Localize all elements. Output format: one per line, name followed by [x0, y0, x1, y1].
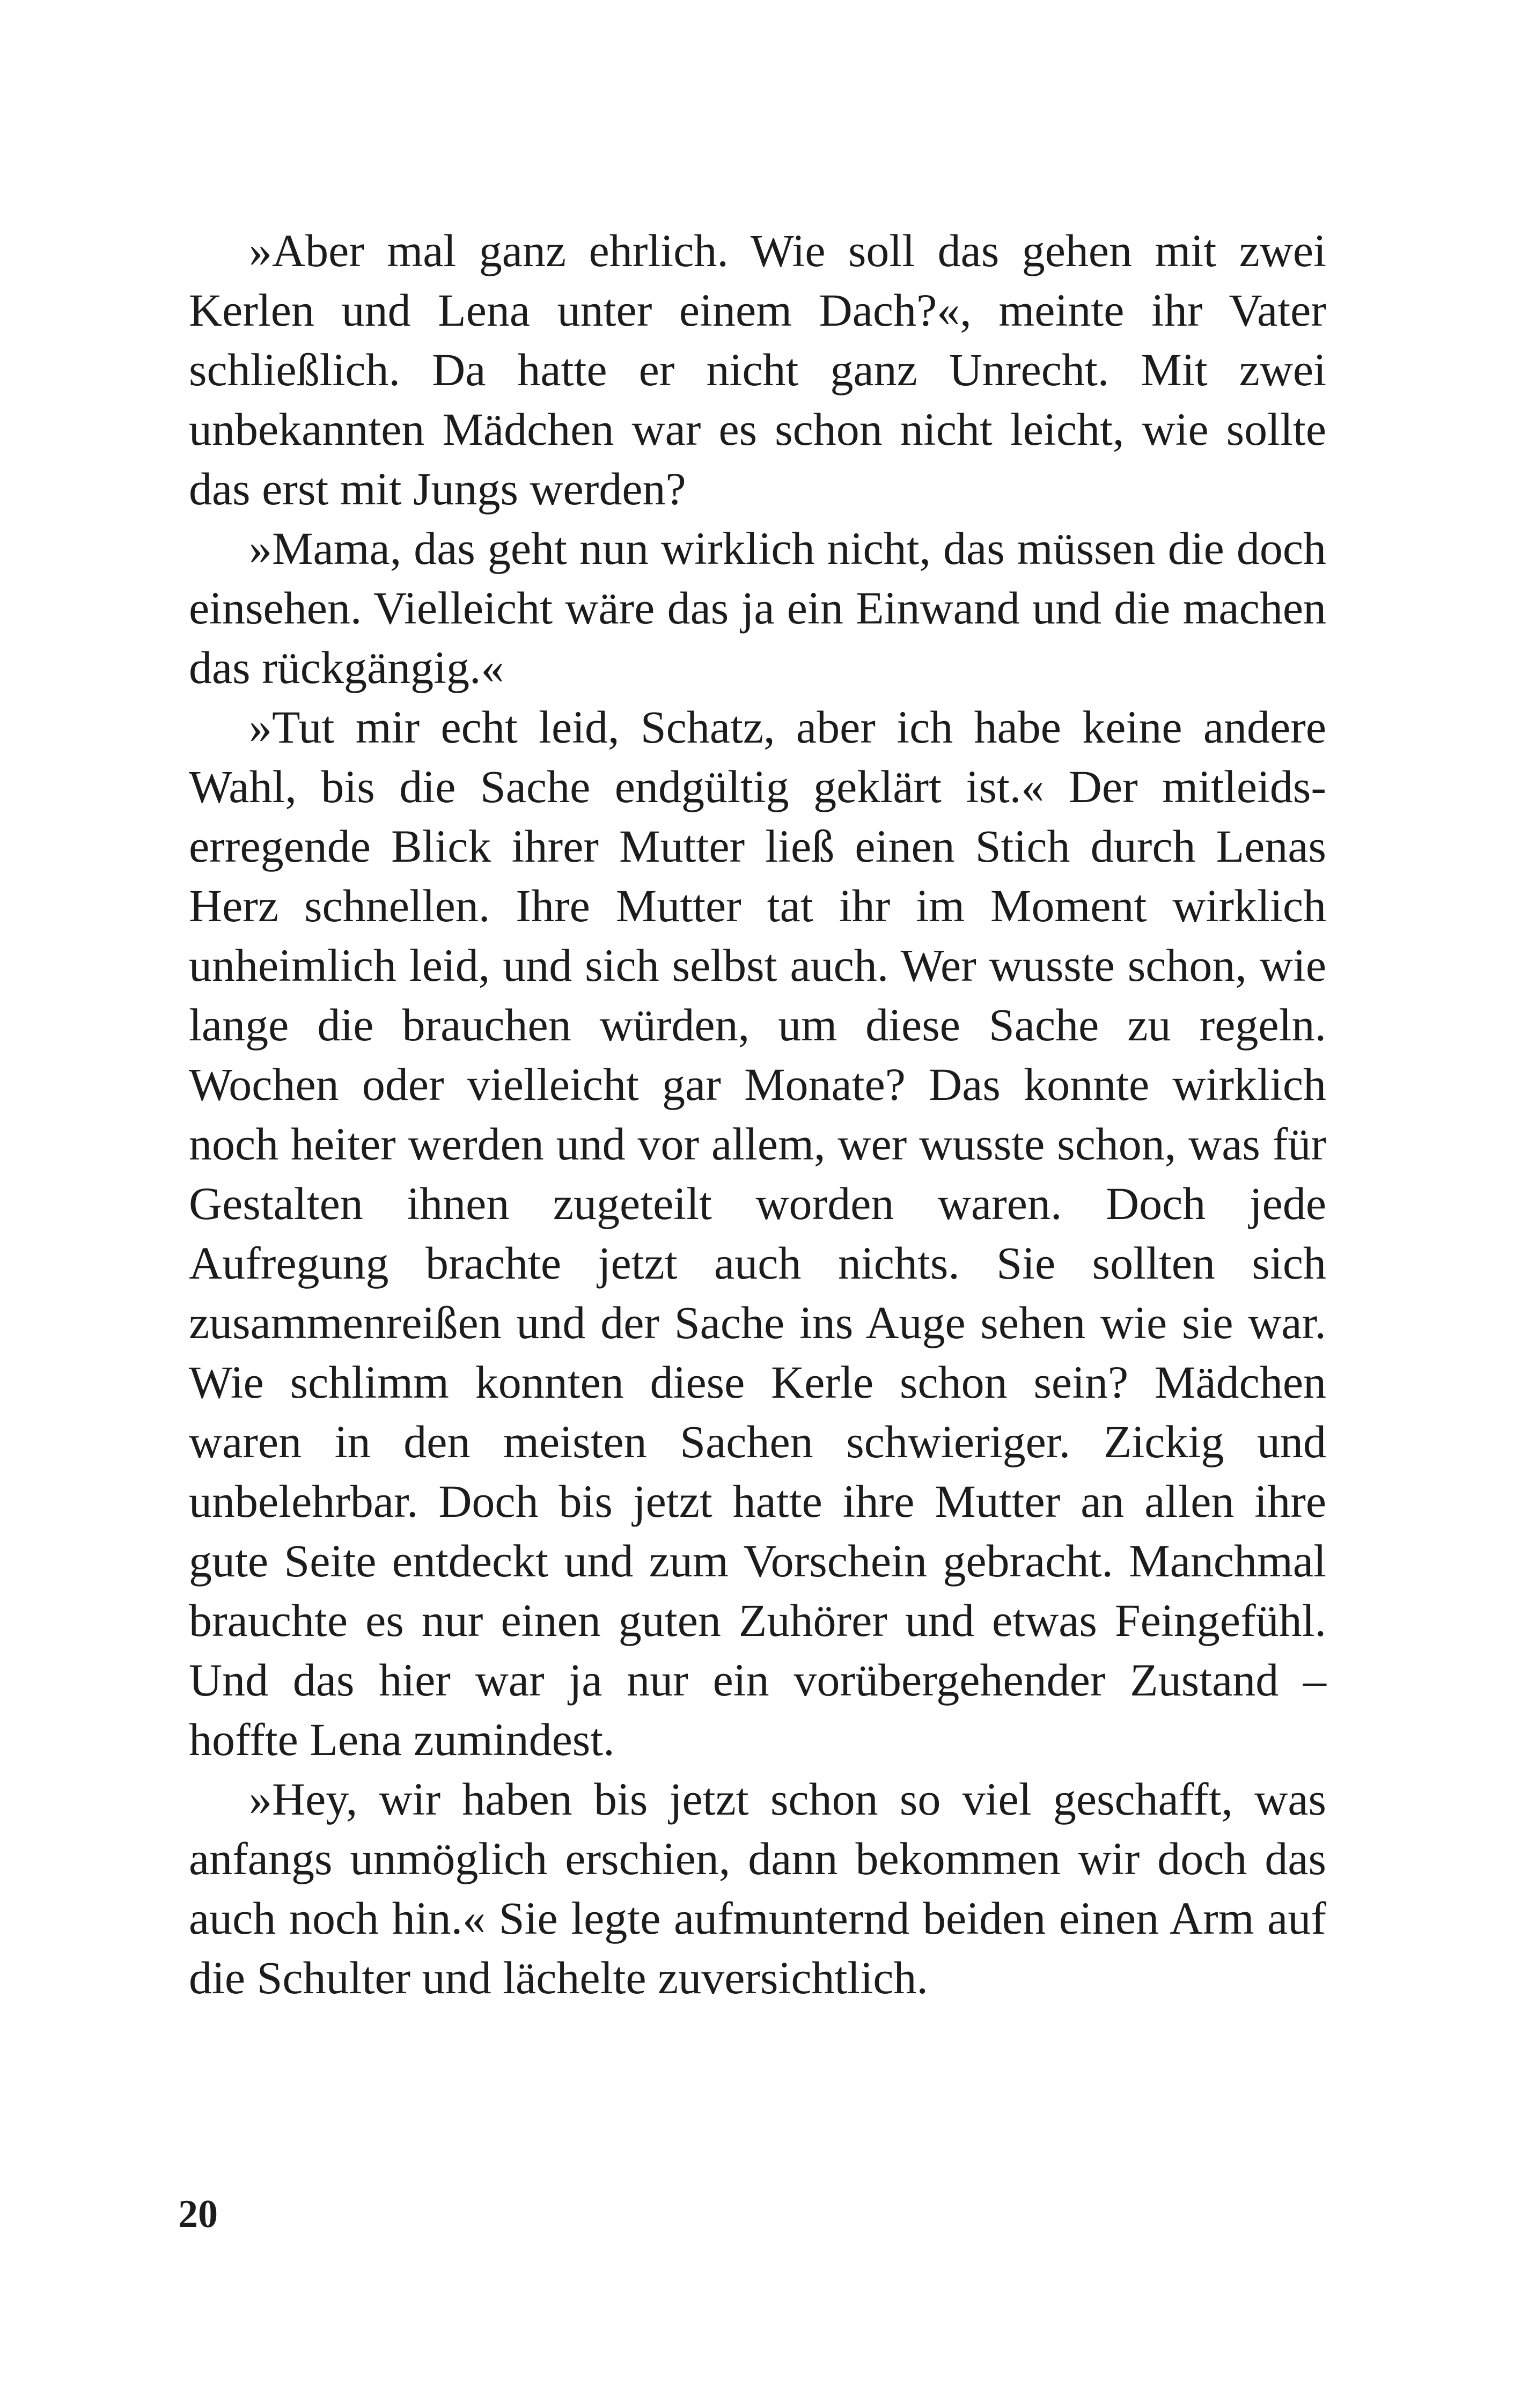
paragraph-4: »Hey, wir haben bis jetzt schon so viel geschafft, was anfangs unmöglich erschien, dann bekommen wir doch das auch noch hin.« Sie legte aufmunternd beiden einen Arm auf die Schulter und lächelte zuversichtlich.	[189, 1773, 1326, 2003]
page-number: 20	[178, 2192, 218, 2236]
body-text	[189, 221, 1326, 2008]
paragraph-3: »Tut mir echt leid, Schatz, aber ich habe keine andere Wahl, bis die Sache endgültig geklärt ist.« Der mitleidserregende Blick ihrer Mutter ließ einen Stich durch Lenas Herz schnellen. Ihre Mutter tat ihr im Moment wirklich unheimlich leid, und sich selbst auch. Wer wusste schon, wie lange die brauchen würden, um diese Sache zu regeln. Wochen oder vielleicht gar Monate? Das konnte wirklich noch heiter werden und vor allem, wer wusste schon, was für Gestalten ihnen zugeteilt worden waren. Doch jede Aufregung brachte jetzt auch nichts. Sie sollten sich zusammenreißen und der Sache ins Auge sehen wie sie war. Wie schlimm konnten diese Kerle schon sein? Mädchen waren in den meisten Sachen schwieriger. Zickig und unbelehrbar. Doch bis jetzt hatte ihre Mutter an allen ihre gute Seite entdeckt und zum Vorschein gebracht. Manchmal brauchte es nur einen guten Zuhörer und etwas Feingefühl. Und das hier war ja nur ein vorübergehender Zustand – hoffte Lena zumindest.	[189, 701, 1326, 1765]
paragraph-2: »Mama, das geht nun wirklich nicht, das müssen die doch einsehen. Vielleicht wäre das ja ein Einwand und die machen das rückgängig.«	[189, 523, 1326, 693]
paragraph-1: »Aber mal ganz ehrlich. Wie soll das gehen mit zwei Kerlen und Lena unter einem Dach?«, meinte ihr Vater schließlich. Da hatte er nicht ganz Unrecht. Mit zwei unbekannten Mädchen war es schon nicht leicht, wie sollte das erst mit Jungs werden?	[189, 225, 1326, 515]
